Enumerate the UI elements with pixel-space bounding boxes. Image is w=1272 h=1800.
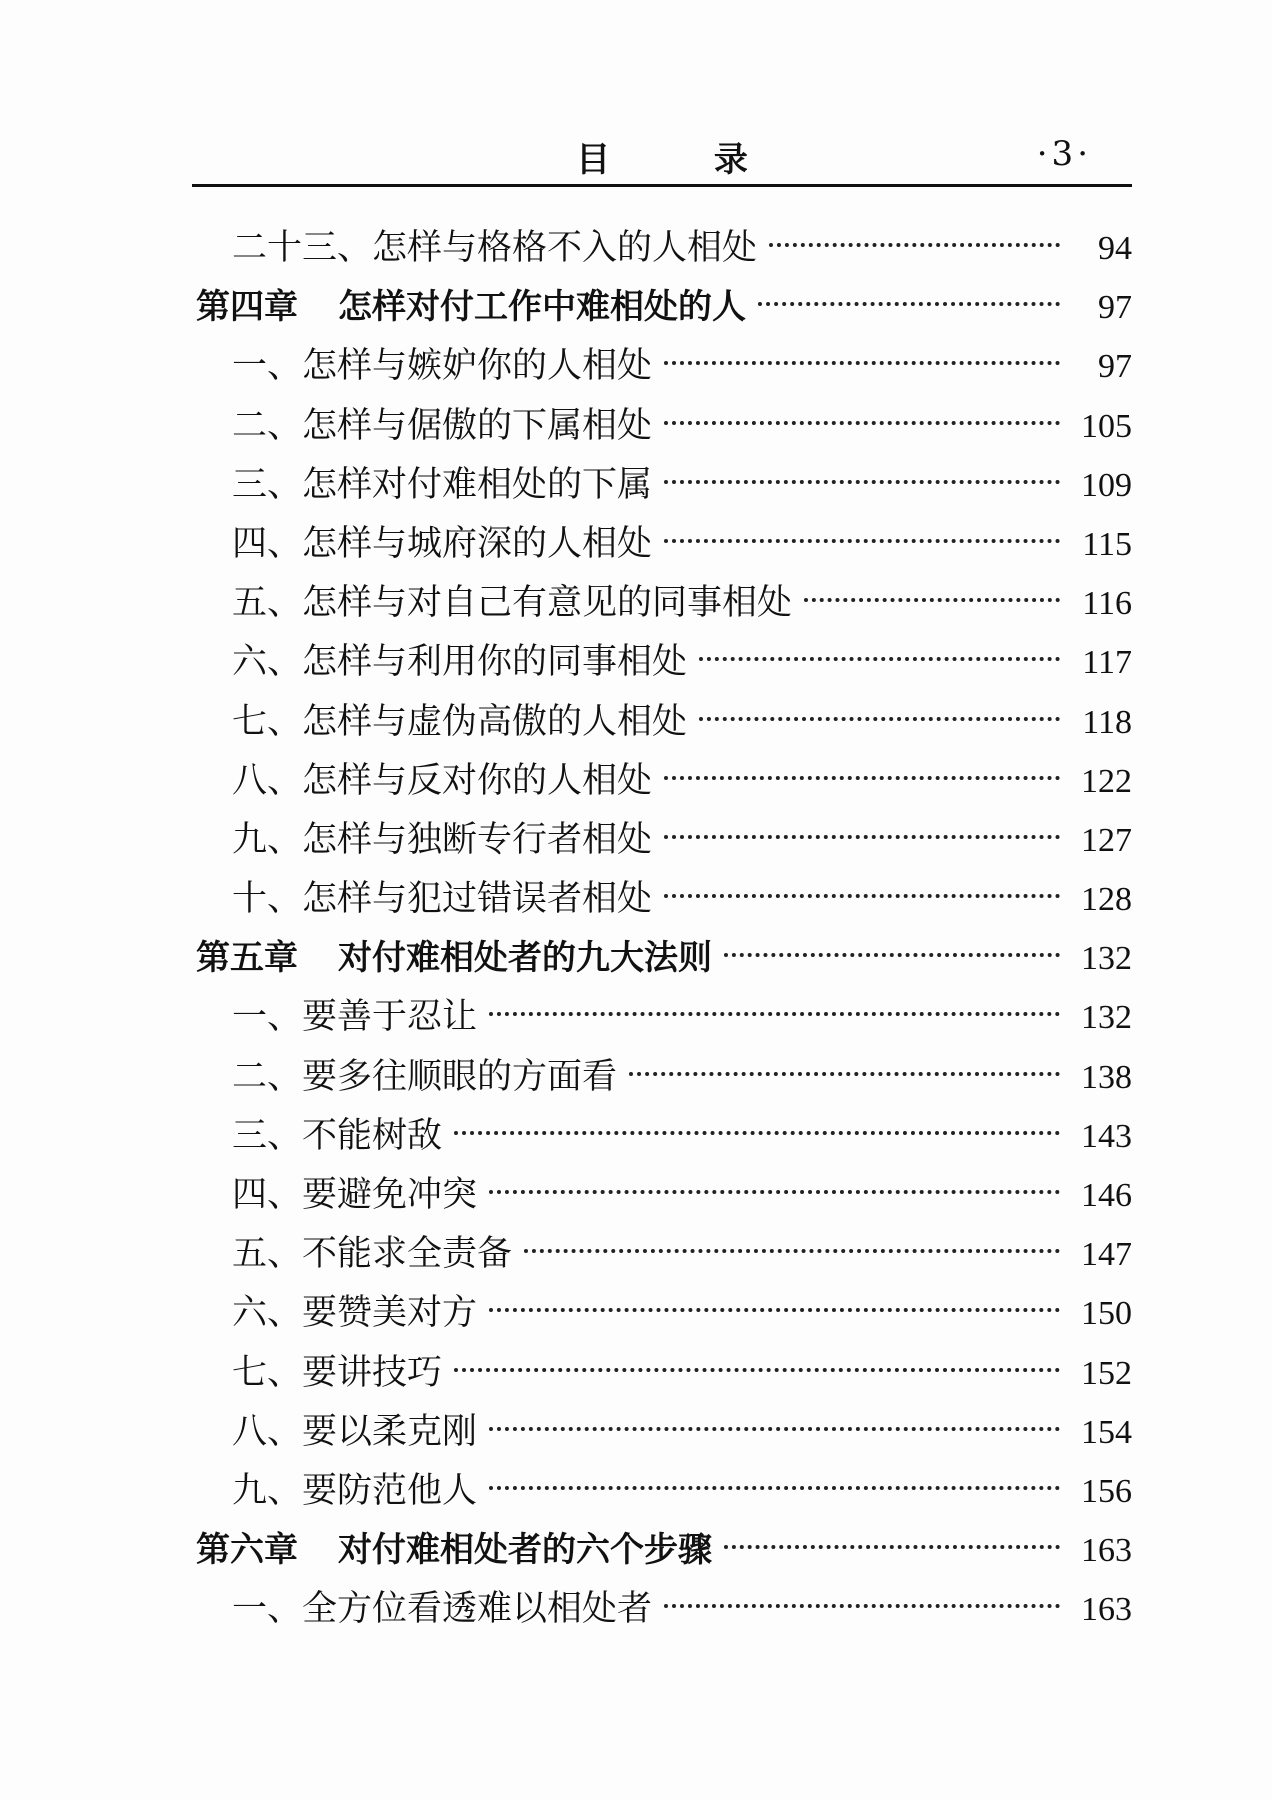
toc-entry-label: [232, 811, 652, 870]
section-title: 一、全方位看透难以相处者: [232, 1589, 653, 1630]
toc-entry-label: [196, 1521, 712, 1580]
toc-entry-label: [232, 1403, 477, 1462]
dot-leader: [664, 894, 1060, 898]
toc-chapter-entry[interactable]: [192, 1521, 1132, 1580]
section-title: 七、要讲技巧: [232, 1352, 443, 1393]
toc-entry-label: [196, 278, 746, 337]
section-title: 八、怎样与反对你的人相处: [232, 760, 653, 801]
toc-entry-label: [232, 752, 652, 811]
toc-page-number: 146: [1081, 1177, 1132, 1214]
dot-leader: [489, 1012, 1060, 1016]
toc-entry-label: [232, 574, 792, 633]
section-title: 五、不能求全责备: [232, 1234, 513, 1275]
toc-section-entry[interactable]: [192, 337, 1132, 396]
toc-entry-label: [232, 515, 652, 574]
toc-section-entry[interactable]: [192, 1107, 1132, 1166]
toc-entry-label: [232, 693, 687, 752]
toc-page-number: 128: [1081, 881, 1132, 919]
toc-page-number: 109: [1081, 466, 1132, 504]
toc-page-number: 94: [1098, 230, 1132, 267]
toc-section-entry[interactable]: [192, 574, 1132, 633]
dot-leader: [699, 717, 1060, 721]
dot-leader: [769, 243, 1060, 247]
dot-leader: [724, 1545, 1060, 1549]
toc-page-number: 150: [1081, 1295, 1132, 1333]
toc-section-entry[interactable]: [192, 1225, 1132, 1284]
toc-page-number: 127: [1081, 821, 1132, 859]
toc-entry-label: [196, 929, 712, 988]
dot-leader: [664, 421, 1060, 425]
running-header: [192, 128, 1132, 184]
toc-page-number: 138: [1081, 1058, 1132, 1096]
toc-entry-label: [232, 1580, 652, 1639]
section-title: 四、怎样与城府深的人相处: [232, 523, 653, 564]
section-title: 一、要善于忍让: [232, 997, 478, 1038]
dot-leader: [489, 1486, 1060, 1490]
toc-page-number: 132: [1081, 940, 1132, 978]
toc-entry-label: [232, 1344, 442, 1403]
toc-entry-label: [232, 219, 757, 278]
header-title: 目 录: [576, 140, 794, 180]
toc-page-number: 132: [1081, 999, 1132, 1037]
toc-page-number: 118: [1082, 703, 1132, 741]
header-page-number: ·3·: [1036, 134, 1092, 174]
section-title: 三、不能树敌: [232, 1115, 443, 1156]
chapter-title: 对付难相处者的九大法则: [338, 938, 712, 979]
header-rule: [192, 184, 1132, 187]
toc-section-entry[interactable]: [192, 988, 1132, 1047]
toc-section-entry[interactable]: [192, 1580, 1132, 1639]
toc-page-number: 152: [1081, 1354, 1132, 1392]
toc-page-number: 163: [1081, 1591, 1132, 1629]
toc-entry-label: [232, 337, 652, 396]
toc-page-number: 147: [1081, 1236, 1132, 1274]
section-title: 六、要赞美对方: [232, 1293, 478, 1334]
toc-chapter-entry[interactable]: [192, 278, 1132, 337]
toc-section-entry[interactable]: [192, 870, 1132, 929]
dot-leader: [629, 1072, 1060, 1076]
toc-section-entry[interactable]: [192, 397, 1132, 456]
toc-page-number: 156: [1081, 1472, 1132, 1510]
section-title: 八、要以柔克刚: [232, 1411, 478, 1452]
toc-section-entry[interactable]: [192, 1048, 1132, 1107]
toc-page-number: 97: [1098, 348, 1132, 386]
toc-section-entry[interactable]: [192, 1344, 1132, 1403]
dot-leader: [664, 539, 1060, 543]
toc-entry-label: [232, 870, 652, 929]
dot-leader: [664, 1604, 1060, 1608]
chapter-number: 第四章: [196, 287, 298, 328]
dot-leader: [489, 1427, 1060, 1431]
toc-section-entry[interactable]: [192, 1403, 1132, 1462]
dot-leader: [724, 953, 1060, 957]
toc-page-number: 97: [1098, 289, 1132, 327]
toc-chapter-entry[interactable]: [192, 929, 1132, 988]
chapter-title: 对付难相处者的六个步骤: [338, 1530, 712, 1571]
toc-section-entry[interactable]: [192, 1166, 1132, 1225]
dot-leader: [489, 1190, 1060, 1194]
section-title: 四、要避免冲突: [232, 1175, 478, 1215]
toc-page-number: 117: [1082, 644, 1132, 682]
toc-entry-label: [232, 1462, 477, 1521]
toc-section-entry[interactable]: [192, 811, 1132, 870]
dot-leader: [454, 1131, 1060, 1135]
section-title: 九、要防范他人: [232, 1470, 478, 1511]
dot-leader: [804, 598, 1060, 602]
toc-entry-label: [232, 1166, 477, 1225]
chapter-number: 第六章: [196, 1530, 298, 1571]
toc-entry-label: [232, 633, 687, 692]
toc-section-entry[interactable]: [192, 752, 1132, 811]
toc-page-number: 122: [1081, 762, 1132, 800]
dot-leader: [664, 776, 1060, 780]
dot-leader: [664, 361, 1060, 365]
section-title: 五、怎样与对自己有意见的同事相处: [232, 583, 793, 624]
dot-leader: [454, 1368, 1060, 1372]
toc-page-number: 143: [1081, 1117, 1132, 1155]
dot-leader: [664, 480, 1060, 484]
toc-entry-label: [232, 397, 652, 456]
toc-section-entry[interactable]: [192, 1284, 1132, 1343]
toc-section-entry[interactable]: [192, 1462, 1132, 1521]
toc-entry-label: [232, 1284, 477, 1343]
toc-page-number: 105: [1081, 407, 1132, 445]
dot-leader: [524, 1249, 1060, 1253]
section-title: 十、怎样与犯过错误者相处: [232, 879, 653, 920]
toc-entry-label: [232, 1048, 617, 1107]
toc-entry-label: [232, 988, 477, 1047]
section-title: 一、怎样与嫉妒你的人相处: [232, 346, 653, 387]
dot-leader: [758, 302, 1060, 306]
toc-page-number: 154: [1081, 1413, 1132, 1451]
chapter-number: 第五章: [196, 938, 298, 979]
toc-entry-label: [232, 1225, 512, 1284]
toc-section-entry[interactable]: [192, 515, 1132, 574]
section-title: 七、怎样与虚伪高傲的人相处: [232, 701, 688, 742]
toc-section-entry[interactable]: [192, 693, 1132, 752]
section-title: 三、怎样对付难相处的下属: [232, 464, 653, 505]
section-title: 二十三、怎样与格格不入的人相处: [232, 228, 758, 268]
chapter-title: 怎样对付工作中难相处的人: [338, 287, 746, 328]
dot-leader: [699, 657, 1060, 661]
section-title: 二、要多往顺眼的方面看: [232, 1056, 618, 1097]
toc-section-entry[interactable]: [192, 219, 1132, 278]
toc-section-entry[interactable]: [192, 456, 1132, 515]
table-of-contents: [192, 219, 1132, 1640]
toc-section-entry[interactable]: [192, 633, 1132, 692]
toc-entry-label: [232, 1107, 442, 1166]
toc-page-number: 163: [1081, 1532, 1132, 1570]
dot-leader: [489, 1308, 1060, 1312]
toc-page-number: 116: [1082, 585, 1132, 623]
toc-entry-label: [232, 456, 652, 515]
section-title: 九、怎样与独断专行者相处: [232, 819, 653, 860]
section-title: 二、怎样与倨傲的下属相处: [232, 405, 653, 446]
section-title: 六、怎样与利用你的同事相处: [232, 642, 688, 683]
toc-page-number: 115: [1082, 525, 1132, 563]
dot-leader: [664, 835, 1060, 839]
